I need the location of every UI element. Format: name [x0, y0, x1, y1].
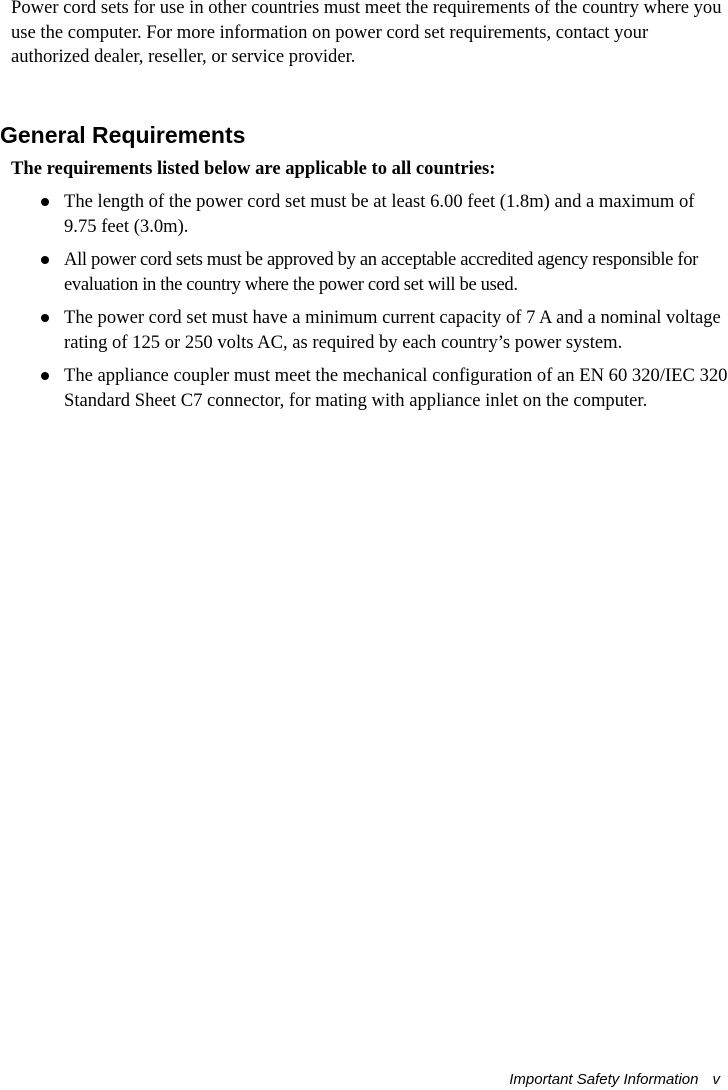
list-item-text: All power cord sets must be approved by an acceptable accredited agency responsible for evaluation in the country where the power cord set will be used.: [64, 249, 699, 295]
bullet-icon: [41, 198, 49, 206]
list-item: [0, 248, 728, 297]
page-number: v: [712, 1071, 720, 1088]
page-footer: [509, 1071, 720, 1089]
list-item: [0, 364, 728, 413]
footer-title: Important Safety Information: [509, 1071, 699, 1088]
list-item: [0, 190, 728, 239]
requirements-lead-in: The requirements listed below are applicable to all countries:: [11, 158, 496, 179]
list-item: [0, 306, 728, 355]
bullet-icon: [41, 372, 49, 380]
list-item-text: The appliance coupler must meet the mechanical configuration of an EN 60 320/IEC 320 Standard Sheet C7 connector, for mating with appliance inlet on the computer.: [64, 365, 728, 411]
list-item-text: The length of the power cord set must be at least 6.00 feet (1.8m) and a maximum of 9.75 feet (3.0m).: [64, 191, 695, 237]
section-heading: General Requirements: [0, 122, 246, 148]
requirements-list: [0, 190, 728, 422]
bullet-icon: [41, 314, 49, 322]
bullet-icon: [41, 256, 49, 264]
intro-paragraph: Power cord sets for use in other countries must meet the requirements of the country where you use the computer. For more information on power cord set requirements, contact your authorized dealer, reseller, or service provider.: [11, 0, 722, 67]
list-item-text: The power cord set must have a minimum current capacity of 7 A and a nominal voltage rating of 125 or 250 volts AC, as required by each country’s power system.: [64, 307, 721, 353]
